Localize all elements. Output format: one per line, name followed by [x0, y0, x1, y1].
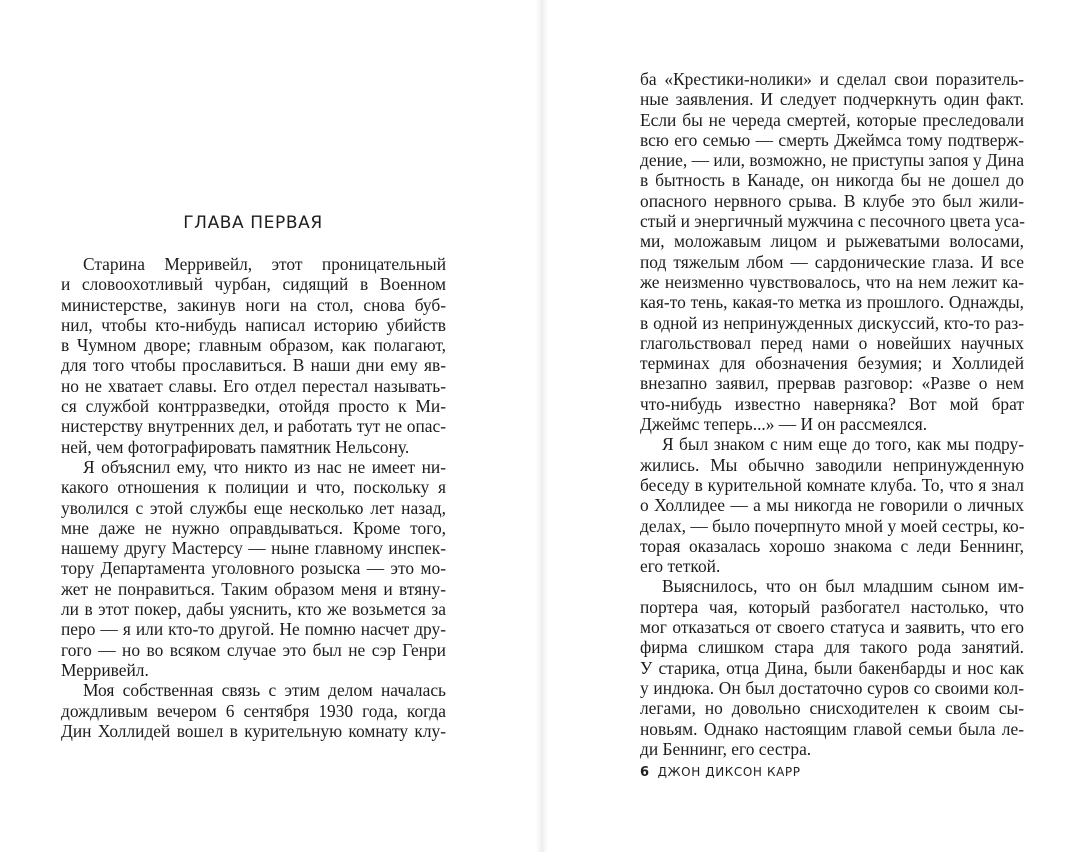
text-line: дождливым вечером 6 сентября 1930 года, когда: [61, 700, 446, 721]
page-number-right: 6: [640, 765, 650, 780]
text-line: уволился с этой службы еще несколько лет назад,: [61, 497, 446, 518]
text-line: Я объяснил ему, что никто из нас не имеет ни-: [83, 456, 446, 477]
text-line: для того чтобы прославиться. В наши дни ему яв-: [61, 355, 446, 376]
text-line: под тяжелым лбом — сардонические глаза. И все: [640, 251, 1024, 272]
text-line: нашему другу Мастерсу — ныне главному инспек-: [61, 538, 446, 559]
text-line: внезапно заявил, прервав разговор: «Разве о нем: [640, 373, 1024, 394]
text-line: в одной из непринужденных дискуссий, кто-то раз-: [640, 312, 1024, 333]
text-line: но не хватает славы. Его отдел перестал называть-: [61, 375, 446, 396]
chapter-title: ГЛАВА ПЕРВАЯ: [183, 213, 323, 233]
text-line: ли в этот покер, дабы уяснить, кто же возьмется за: [61, 599, 446, 620]
text-line: что-нибудь известно наверняка? Вот мой брат: [640, 393, 1024, 414]
text-line: Старина Мерривейл, этот проницательный: [83, 254, 446, 274]
text-line: его теткой.: [640, 556, 721, 577]
text-line: ся службой контрразведки, отойдя просто к Ми-: [61, 396, 446, 417]
text-line: тору Департамента уголовного розыска — это мо-: [61, 558, 446, 579]
text-line: в бытность в Канаде, он никогда бы не дошел до: [640, 170, 1024, 191]
text-line: Джеймс теперь...» — И он рассмеялся.: [640, 414, 928, 435]
text-line: всю его семью — смерть Джеймса тому подтверж-: [640, 129, 1024, 150]
text-line: легами, но довольно снисходителен к своим сы-: [640, 698, 1024, 719]
text-line: Я был знаком с ним еще до того, как мы подру-: [662, 434, 1024, 455]
text-line: у индюка. Он был достаточно суров со своими кол-: [640, 677, 1024, 698]
text-line: новьям. Однако настоящим главой семьи была ле-: [640, 718, 1024, 739]
running-head-right: ДЖОН ДИКСОН КАРР: [657, 765, 801, 779]
right-footer: [640, 765, 801, 780]
text-line: стый и энергичный мужчина с песочного цвета уса-: [640, 211, 1025, 232]
text-line: какого отношения к полиции и что, поскольку я: [61, 477, 446, 498]
text-line: жет не понравиться. Таким образом меня и втяну-: [61, 578, 446, 599]
text-line: беседу в курительной комнате клуба. То, что я знал: [640, 474, 1024, 495]
text-line: фирма слишком стара для такого рода занятий.: [640, 637, 1024, 658]
text-line: глагольствовал перед нами о новейших научных: [640, 332, 1024, 353]
text-line: нистерству внутренних дел, и работать тут не опас-: [61, 416, 446, 437]
right-page-text: [640, 69, 1024, 759]
text-line: Если бы не череда смертей, которые преследовали: [640, 109, 1024, 130]
text-line: дение, — или, возможно, не приступы запоя у Дина: [640, 150, 1025, 171]
text-line: ди Беннинг, его сестра.: [640, 738, 812, 759]
text-line: о Холлидее — а мы никогда не говорили о личных: [640, 495, 1024, 516]
text-line: жились. Мы обычно заводили непринужденную: [640, 454, 1024, 475]
text-line: ба «Крестики-нолики» и сделал свои поразитель-: [640, 69, 1024, 89]
text-line: ней, чем фотографировать памятник Нельсону.: [61, 436, 410, 457]
left-page-text: [61, 254, 446, 741]
text-line: министерстве, закинув ноги на стол, снова буб-: [61, 294, 446, 315]
text-line: опасного нервного срыва. В клубе это был жили-: [640, 190, 1024, 211]
text-line: ми, моложавым лицом и рыжеватыми волосами,: [640, 231, 1024, 252]
text-line: ные заявления. И следует подчеркнуть один факт.: [640, 89, 1024, 110]
text-line: кая-то тень, какая-то метка из прошлого. Однажды,: [640, 292, 1024, 313]
text-line: в Чумном дворе; главным образом, как полагают,: [61, 335, 446, 356]
text-line: гого — но во всяком случае это был не сэр Генри: [61, 639, 446, 660]
text-line: делах, — было почерпнуто мной у моей сестры, ко-: [640, 515, 1025, 536]
text-line: терминах для обозначения безумия; и Холлидей: [640, 353, 1024, 374]
text-line: же неизменно чувствовалось, что на нем лежит ка-: [640, 271, 1024, 292]
text-line: мне даже не нужно оправдываться. Кроме того,: [61, 517, 446, 538]
text-line: торая оказалась хорошо знакома с леди Беннинг,: [640, 535, 1024, 556]
text-line: нил, чтобы кто-нибудь написал историю убийств: [61, 314, 446, 335]
text-line: перо — я или кто-то другой. Не помню насчет дру-: [61, 619, 446, 640]
text-line: Выяснилось, что он был младшим сыном им-: [662, 576, 1024, 597]
text-line: Дин Холлидей вошел в курительную комнату клу-: [61, 720, 446, 741]
book-gutter: [536, 0, 548, 852]
text-line: Моя собственная связь с этим делом началась: [83, 680, 446, 701]
text-line: Мерривейл.: [61, 659, 149, 680]
text-line: мог отказаться от своего статуса и заявить, что его: [640, 617, 1024, 638]
text-line: и словоохотливый чурбан, сидящий в Военном: [61, 274, 446, 295]
text-line: портера чая, который разбогател настолько, что: [640, 596, 1024, 617]
left-page: [0, 0, 541, 852]
text-line: У старика, отца Дина, были бакенбарды и нос как: [640, 657, 1024, 678]
